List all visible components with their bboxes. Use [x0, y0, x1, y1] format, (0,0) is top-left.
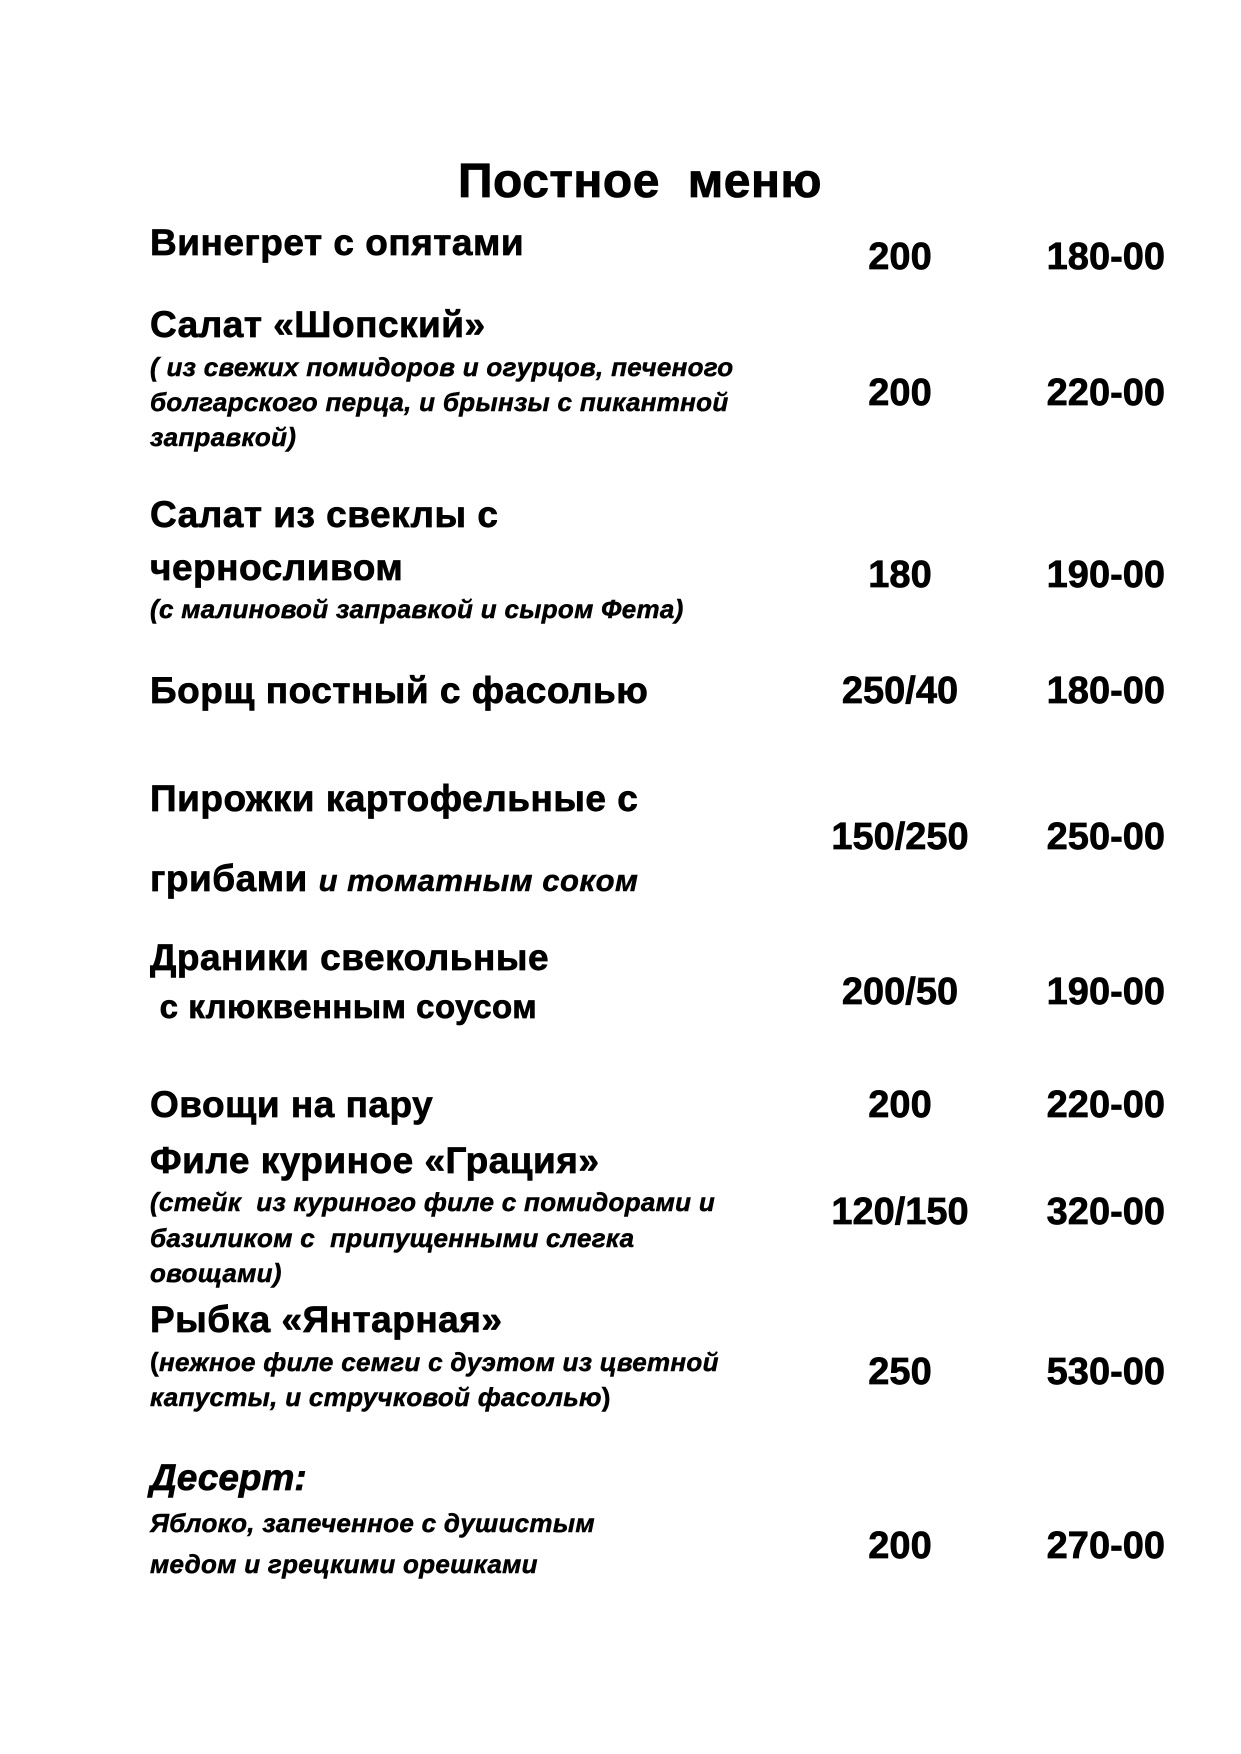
- dish-price: 180-00: [1046, 236, 1165, 278]
- dish-name: Винегрет с опятами: [150, 222, 525, 263]
- dish-name: [150, 860, 638, 897]
- dish-description-line: болгарского перца, и брынзы с пикантной: [150, 387, 729, 417]
- dish-weight: 150/250: [831, 816, 969, 858]
- dish-weight: 200: [868, 1525, 932, 1567]
- dish-name: Салат «Шопский»: [150, 304, 486, 345]
- dish-description-line: заправкой): [150, 422, 297, 452]
- dish-name-suffix: и томатным соком: [318, 863, 639, 898]
- dish-description-line: [150, 1384, 611, 1410]
- dish-description-line: овощами): [150, 1258, 282, 1288]
- dish-weight: 200/50: [841, 971, 959, 1013]
- dish-name: Рыбка «Янтарная»: [150, 1299, 503, 1340]
- dish-description-line: Яблоко, запеченное с душистым: [150, 1508, 595, 1538]
- dish-name: с клюквенным соусом: [150, 988, 538, 1025]
- dish-price: 190-00: [1046, 554, 1165, 596]
- dish-weight: 180: [868, 554, 932, 596]
- dish-name: Филе куриное «Грация»: [150, 1140, 600, 1181]
- dish-name: черносливом: [150, 547, 404, 588]
- dish-name: Пирожки картофельные с: [150, 778, 639, 819]
- dish-name: Драники свекольные: [150, 937, 550, 978]
- paren-close: ): [601, 1382, 611, 1412]
- dish-price: 530-00: [1046, 1351, 1165, 1393]
- dish-price: 220-00: [1046, 372, 1165, 414]
- dish-price: 220-00: [1046, 1084, 1165, 1126]
- dish-description-line: базиликом с припущенными слегка: [150, 1223, 635, 1253]
- section-heading: Десерт:: [150, 1457, 307, 1498]
- dish-weight: 200: [868, 1084, 932, 1126]
- page-title: Постное меню: [458, 155, 822, 208]
- dish-name-part: грибами: [150, 858, 308, 899]
- dish-price: 320-00: [1046, 1191, 1165, 1233]
- dish-description-line: медом и грецкими орешками: [150, 1549, 538, 1579]
- description-text: нежное филе семги с дуэтом из цветной: [158, 1347, 719, 1377]
- dish-weight: 200: [868, 236, 932, 278]
- dish-price: 250-00: [1046, 816, 1165, 858]
- description-text: капусты, и стручковой фасолью: [150, 1382, 602, 1412]
- dish-description-line: (с малиновой заправкой и сыром Фета): [150, 594, 684, 624]
- dish-price: 190-00: [1046, 971, 1165, 1013]
- dish-name: Салат из свеклы с: [150, 494, 499, 535]
- dish-name: Овощи на пару: [150, 1084, 434, 1125]
- dish-price: 180-00: [1046, 670, 1165, 712]
- paren-open: (: [150, 1347, 159, 1377]
- dish-description-line: (стейк из куриного филе с помидорами и: [150, 1187, 716, 1217]
- dish-weight: 250: [868, 1351, 932, 1393]
- dish-weight: 200: [868, 372, 932, 414]
- dish-price: 270-00: [1046, 1525, 1165, 1567]
- dish-description-line: ( из свежих помидоров и огурцов, печеного: [150, 352, 734, 382]
- dish-name: Борщ постный с фасолью: [150, 670, 649, 711]
- dish-description-line: [150, 1349, 719, 1375]
- dish-weight: 120/150: [831, 1191, 969, 1233]
- dish-weight: 250/40: [841, 670, 959, 712]
